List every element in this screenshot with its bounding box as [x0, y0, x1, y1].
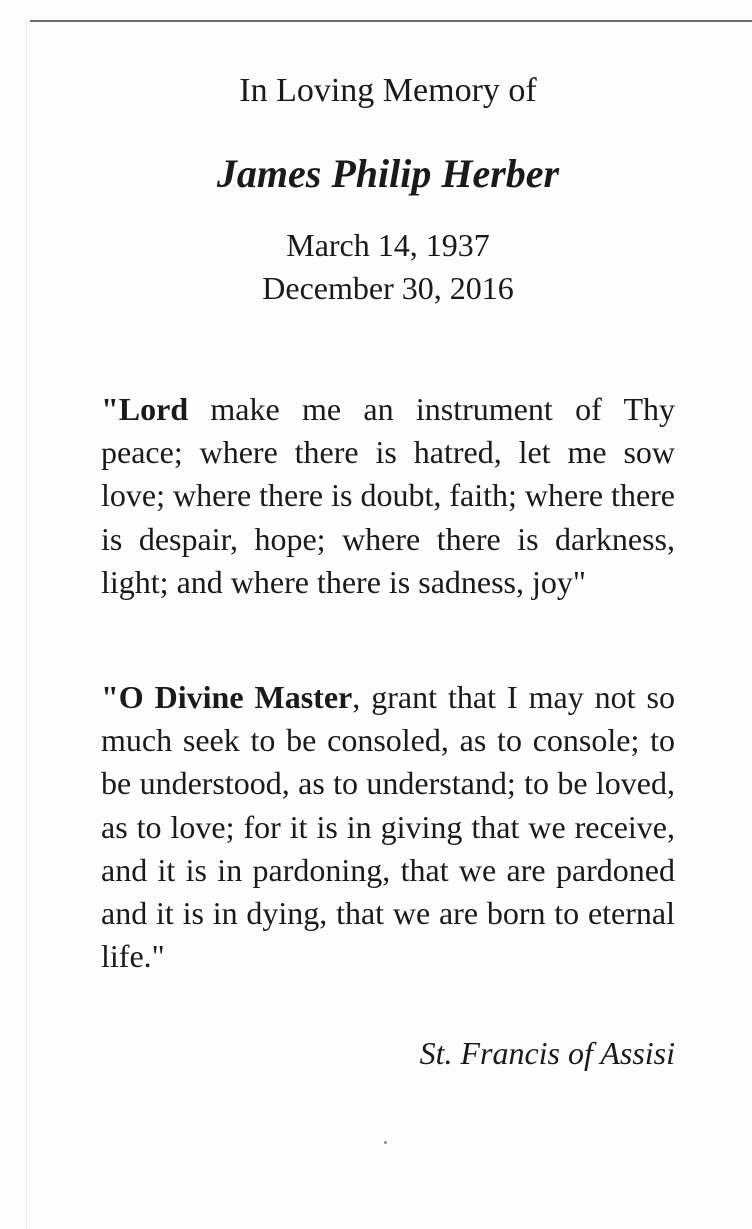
left-edge	[26, 22, 27, 1229]
prayer-paragraph-text: make me an instrument of Thy peace; where there is hatred, let me sow love; where there is doubt, faith; where there is despair, hope; where there is darkness, light; and where there is sadness, joy"	[101, 391, 675, 600]
deceased-name: James Philip Herber	[216, 151, 560, 196]
prayer-paragraph-lead: "Lord	[101, 391, 189, 427]
prayer-attribution: St. Francis of Assisi	[419, 1035, 675, 1071]
prayer-paragraph	[101, 676, 675, 978]
memorial-intro: In Loving Memory of	[239, 72, 537, 109]
top-rule	[30, 20, 752, 22]
prayer-paragraph	[101, 388, 675, 604]
prayer-paragraph-text: , grant that I may not so much seek to be consoled, as to console; to be understood, as to understand; to be loved, as to love; for it is in giving that we receive, and it is in pardoning, that we are pardoned and it is in dying, that we are born to eternal life."	[101, 679, 676, 975]
death-date: December 30, 2016	[262, 270, 514, 306]
paper-speck	[384, 1141, 387, 1144]
birth-date: March 14, 1937	[286, 227, 490, 263]
prayer-paragraph-lead: "O Divine Master	[101, 679, 353, 715]
